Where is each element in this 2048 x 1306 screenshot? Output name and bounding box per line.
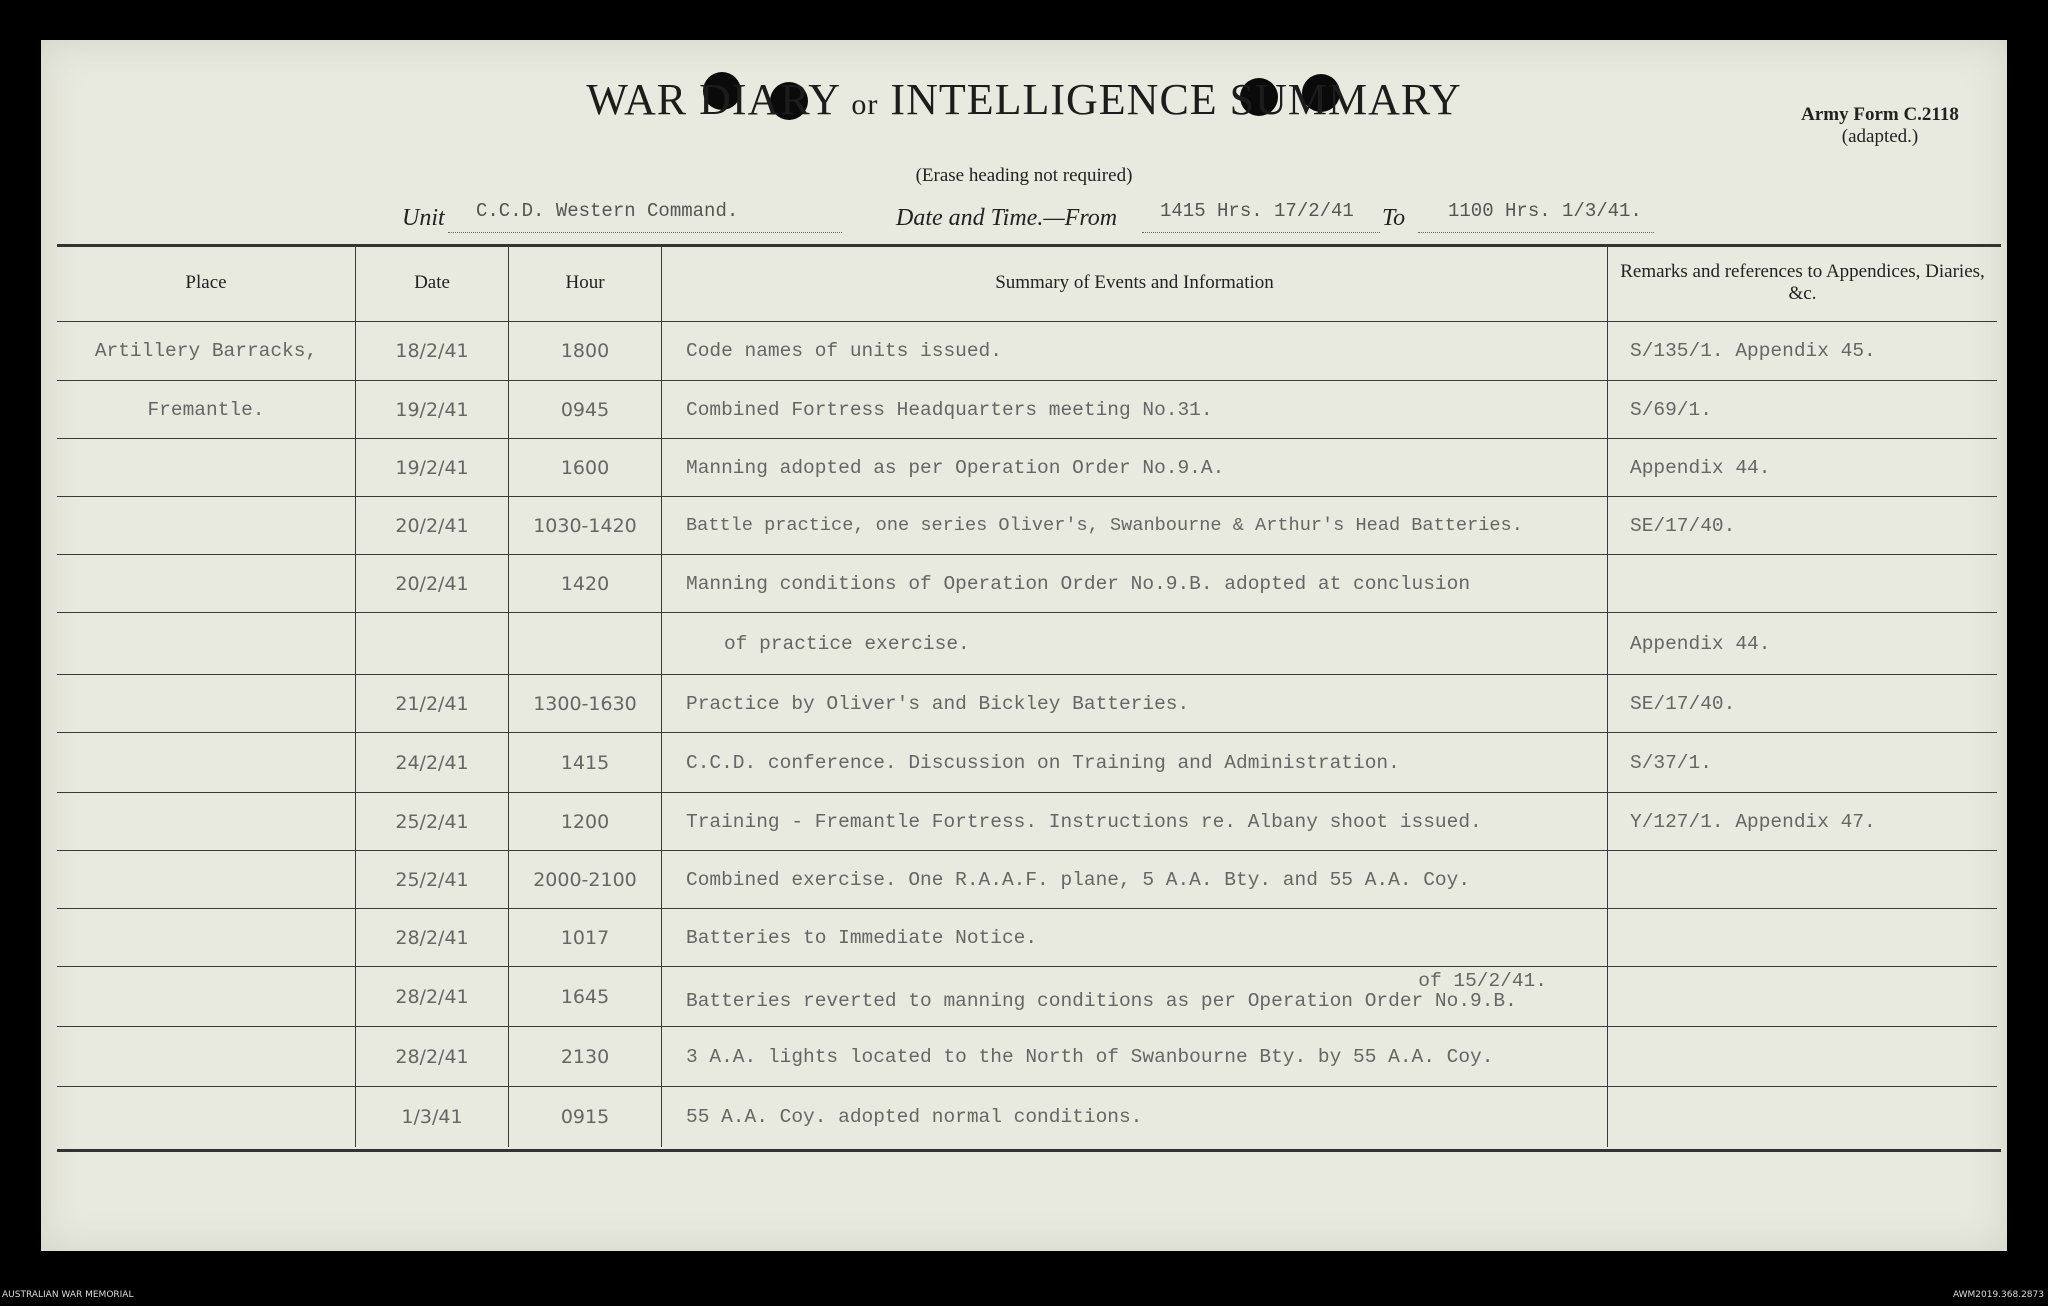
date-label: Date and Time.—From — [896, 205, 1118, 231]
cell-remarks: S/37/1. — [1608, 733, 1998, 793]
cell-hour — [509, 613, 662, 675]
cell-place — [57, 1027, 356, 1087]
cell-remarks — [1608, 1027, 1998, 1087]
cell-date: 28/2/41 — [356, 1027, 509, 1087]
cell-summary: Combined Fortress Headquarters meeting No.31. — [662, 381, 1608, 439]
cell-summary: Manning conditions of Operation Order No.9.B. adopted at conclusion — [662, 555, 1608, 613]
cell-summary: Practice by Oliver's and Bickley Batteries. — [662, 675, 1608, 733]
cell-hour: 1415 — [509, 733, 662, 793]
diary-table — [57, 245, 1997, 1147]
cell-date: 20/2/41 — [356, 555, 509, 613]
from-dotline — [1142, 232, 1380, 233]
cell-date: 18/2/41 — [356, 322, 509, 381]
cell-hour: 1600 — [509, 439, 662, 497]
cell-summary — [662, 967, 1608, 1027]
table-header-row — [57, 245, 1997, 322]
col-remarks: Remarks and references to Appendices, Diaries, &c. — [1608, 245, 1998, 322]
table-row — [57, 439, 1997, 497]
cell-place — [57, 613, 356, 675]
table-row — [57, 613, 1997, 675]
cell-date: 20/2/41 — [356, 497, 509, 555]
footer-credit: AUSTRALIAN WAR MEMORIAL — [2, 1290, 134, 1300]
cell-summary: Code names of units issued. — [662, 322, 1608, 381]
cell-date — [356, 613, 509, 675]
cell-summary: of practice exercise. — [662, 613, 1608, 675]
cell-hour: 1420 — [509, 555, 662, 613]
table-row — [57, 381, 1997, 439]
cell-summary: 3 A.A. lights located to the North of Swanbourne Bty. by 55 A.A. Coy. — [662, 1027, 1608, 1087]
table-row — [57, 733, 1997, 793]
cell-place — [57, 675, 356, 733]
cell-date: 21/2/41 — [356, 675, 509, 733]
page-title — [0, 74, 2048, 125]
to-label: To — [1382, 205, 1406, 231]
cell-summary: Combined exercise. One R.A.A.F. plane, 5 A.A. Bty. and 55 A.A. Coy. — [662, 851, 1608, 909]
cell-date: 19/2/41 — [356, 381, 509, 439]
to-dotline — [1418, 232, 1654, 233]
table-row — [57, 322, 1997, 381]
cell-remarks: S/69/1. — [1608, 381, 1998, 439]
cell-remarks — [1608, 851, 1998, 909]
cell-remarks: SE/17/40. — [1608, 675, 1998, 733]
table-bottom-rule — [57, 1149, 2001, 1152]
col-hour: Hour — [509, 245, 662, 322]
unit-label: Unit — [402, 205, 445, 231]
table-row — [57, 555, 1997, 613]
army-form-adapted: (adapted.) — [1841, 126, 1919, 147]
to-value: 1100 Hrs. 1/3/41. — [1448, 200, 1642, 222]
table-row — [57, 497, 1997, 555]
cell-summary: Training - Fremantle Fortress. Instructions re. Albany shoot issued. — [662, 793, 1608, 851]
cell-place — [57, 851, 356, 909]
table-row — [57, 793, 1997, 851]
cell-date: 25/2/41 — [356, 851, 509, 909]
cell-hour: 1030-1420 — [509, 497, 662, 555]
table-row — [57, 1027, 1997, 1087]
cell-summary: Manning adopted as per Operation Order No.9.A. — [662, 439, 1608, 497]
cell-summary: C.C.D. conference. Discussion on Training and Administration. — [662, 733, 1608, 793]
cell-date: 1/3/41 — [356, 1087, 509, 1147]
cell-remarks: S/135/1. Appendix 45. — [1608, 322, 1998, 381]
cell-remarks — [1608, 967, 1998, 1027]
subtitle: (Erase heading not required) — [915, 165, 1133, 186]
cell-place — [57, 1087, 356, 1147]
cell-remarks — [1608, 555, 1998, 613]
cell-summary: Battle practice, one series Oliver's, Swanbourne & Arthur's Head Batteries. — [662, 497, 1608, 555]
cell-date: 25/2/41 — [356, 793, 509, 851]
cell-remarks: Appendix 44. — [1608, 439, 1998, 497]
cell-place — [57, 909, 356, 967]
cell-place — [57, 793, 356, 851]
cell-hour: 2130 — [509, 1027, 662, 1087]
from-value: 1415 Hrs. 17/2/41 — [1160, 200, 1354, 222]
cell-remarks — [1608, 909, 1998, 967]
army-form-number: Army Form C.2118 — [1801, 104, 1959, 125]
cell-place — [57, 439, 356, 497]
table-row — [57, 967, 1997, 1027]
cell-place — [57, 733, 356, 793]
summary-insertion: of 15/2/41. — [1418, 969, 1547, 992]
table-row — [57, 909, 1997, 967]
cell-hour: 1017 — [509, 909, 662, 967]
cell-hour: 0915 — [509, 1087, 662, 1147]
cell-remarks: SE/17/40. — [1608, 497, 1998, 555]
cell-place: Artillery Barracks, — [57, 322, 356, 381]
cell-summary: Batteries to Immediate Notice. — [662, 909, 1608, 967]
table-row — [57, 851, 1997, 909]
cell-hour: 0945 — [509, 381, 662, 439]
table-row — [57, 675, 1997, 733]
unit-value: C.C.D. Western Command. — [476, 200, 739, 222]
cell-date: 19/2/41 — [356, 439, 509, 497]
army-form-label — [1760, 104, 2000, 148]
unit-dotline — [448, 232, 842, 233]
footer-catalogue-id: AWM2019.368.2873 — [1952, 1290, 2044, 1300]
unit-field — [402, 205, 445, 232]
cell-hour: 1800 — [509, 322, 662, 381]
col-date: Date — [356, 245, 509, 322]
cell-remarks — [1608, 1087, 1998, 1147]
cell-summary: 55 A.A. Coy. adopted normal conditions. — [662, 1087, 1608, 1147]
title-end: INTELLIGENCE SUMMARY — [890, 75, 1462, 124]
cell-place — [57, 967, 356, 1027]
cell-hour: 1645 — [509, 967, 662, 1027]
cell-date: 24/2/41 — [356, 733, 509, 793]
table-row — [57, 1087, 1997, 1147]
title-or: or — [851, 88, 879, 121]
col-place: Place — [57, 245, 356, 322]
cell-place — [57, 497, 356, 555]
cell-hour: 1200 — [509, 793, 662, 851]
cell-hour: 1300-1630 — [509, 675, 662, 733]
cell-remarks: Y/127/1. Appendix 47. — [1608, 793, 1998, 851]
cell-place — [57, 555, 356, 613]
cell-hour: 2000-2100 — [509, 851, 662, 909]
title-main: WAR DIARY — [586, 75, 840, 124]
cell-place: Fremantle. — [57, 381, 356, 439]
cell-remarks: Appendix 44. — [1608, 613, 1998, 675]
summary-text: Batteries reverted to manning conditions as per Operation Order No.9.B. — [686, 989, 1517, 1012]
cell-date: 28/2/41 — [356, 909, 509, 967]
cell-date: 28/2/41 — [356, 967, 509, 1027]
col-summary: Summary of Events and Information — [662, 245, 1608, 322]
